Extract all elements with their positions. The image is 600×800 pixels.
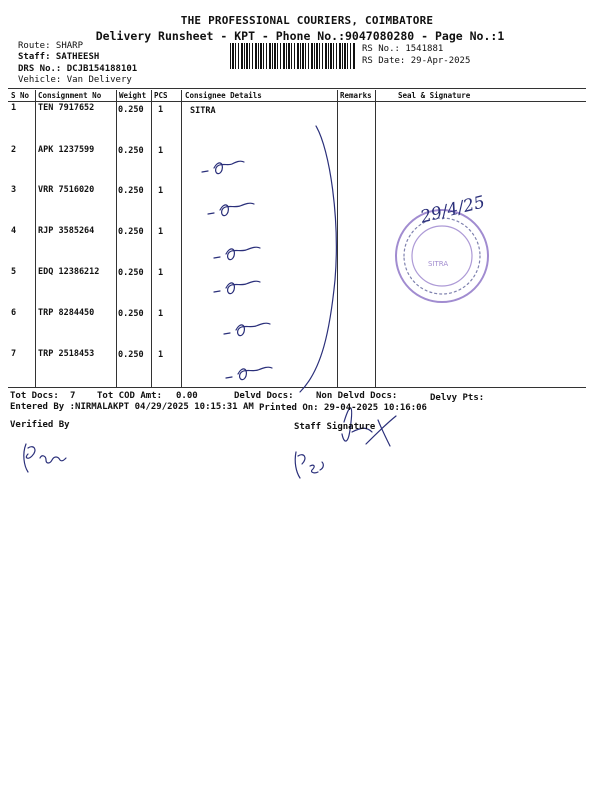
rs-date: RS Date: 29-Apr-2025 (362, 56, 471, 66)
row-sno: 3 (11, 185, 17, 195)
row-consignment: TEN 7917652 (38, 103, 95, 113)
row-pcs: 1 (158, 350, 164, 360)
runsheet-subtitle: Delivery Runsheet - KPT - Phone No.:9047080280 - Page No.:1 (95, 29, 505, 43)
drs-number: DRS No.: DCJB154188101 (18, 64, 138, 74)
row-pcs: 1 (158, 146, 164, 156)
row-sno: 7 (11, 349, 17, 359)
row-pcs: 1 (158, 186, 164, 196)
row-pcs: 1 (158, 268, 164, 278)
row-sno: 4 (11, 226, 17, 236)
row-weight: 0.250 (118, 309, 144, 319)
tot-cod-value: 0.00 (176, 391, 198, 401)
tot-docs-label: Tot Docs: (10, 391, 59, 401)
col-header-seal: Seal & Signature (398, 91, 471, 100)
row-consignment: TRP 2518453 (38, 349, 95, 359)
col-header-remarks: Remarks (340, 91, 372, 100)
stamp-handwritten-date: 29/4/25 (418, 192, 487, 228)
rs-number: RS No.: 1541881 (362, 44, 444, 54)
row-sno: 5 (11, 267, 17, 277)
row-weight: 0.250 (118, 268, 144, 278)
row-weight: 0.250 (118, 146, 144, 156)
row-sno: 2 (11, 145, 17, 155)
company-title: THE PROFESSIONAL COURIERS, COIMBATORE (180, 14, 434, 27)
delvy-pts: Delvy Pts: (430, 393, 485, 403)
row-consignment: EDQ 12386212 (38, 267, 100, 277)
row-pcs: 1 (158, 309, 164, 319)
entered-by: Entered By :NIRMALAKPT 04/29/2025 10:15:31 AM (10, 402, 254, 412)
col-header-weight: Weight (119, 91, 147, 100)
staff-signature-label: Staff Signature (294, 422, 376, 432)
col-header-sno: S No (11, 91, 30, 100)
staff: Staff: SATHEESH (18, 52, 100, 62)
vehicle: Vehicle: Van Delivery (18, 75, 132, 85)
col-header-consignment: Consignment No (38, 91, 102, 100)
delvd-docs: Delvd Docs: (234, 391, 294, 401)
row-sno: 6 (11, 308, 17, 318)
row-weight: 0.250 (118, 227, 144, 237)
row-consignment: APK 1237599 (38, 145, 95, 155)
row-weight: 0.250 (118, 186, 144, 196)
row-consignment: RJP 3585264 (38, 226, 95, 236)
row-pcs: 1 (158, 105, 164, 115)
row-consignment: TRP 8284450 (38, 308, 95, 318)
printed-on: Printed On: 29-04-2025 10:16:06 (259, 403, 427, 413)
verified-by-label: Verified By (10, 420, 70, 430)
row-consignee: SITRA (190, 106, 216, 116)
col-header-pcs: PCS (154, 91, 168, 100)
tot-cod-label: Tot COD Amt: (97, 391, 163, 401)
col-header-consignee: Consignee Details (185, 91, 262, 100)
row-weight: 0.250 (118, 105, 144, 115)
row-consignment: VRR 7516020 (38, 185, 95, 195)
svg-text:SITRA: SITRA (428, 260, 449, 268)
non-delvd-docs: Non Delvd Docs: (316, 391, 398, 401)
row-sno: 1 (11, 103, 17, 113)
row-weight: 0.250 (118, 350, 144, 360)
row-pcs: 1 (158, 227, 164, 237)
tot-docs-value: 7 (70, 391, 76, 401)
route: Route: SHARP (18, 41, 84, 51)
